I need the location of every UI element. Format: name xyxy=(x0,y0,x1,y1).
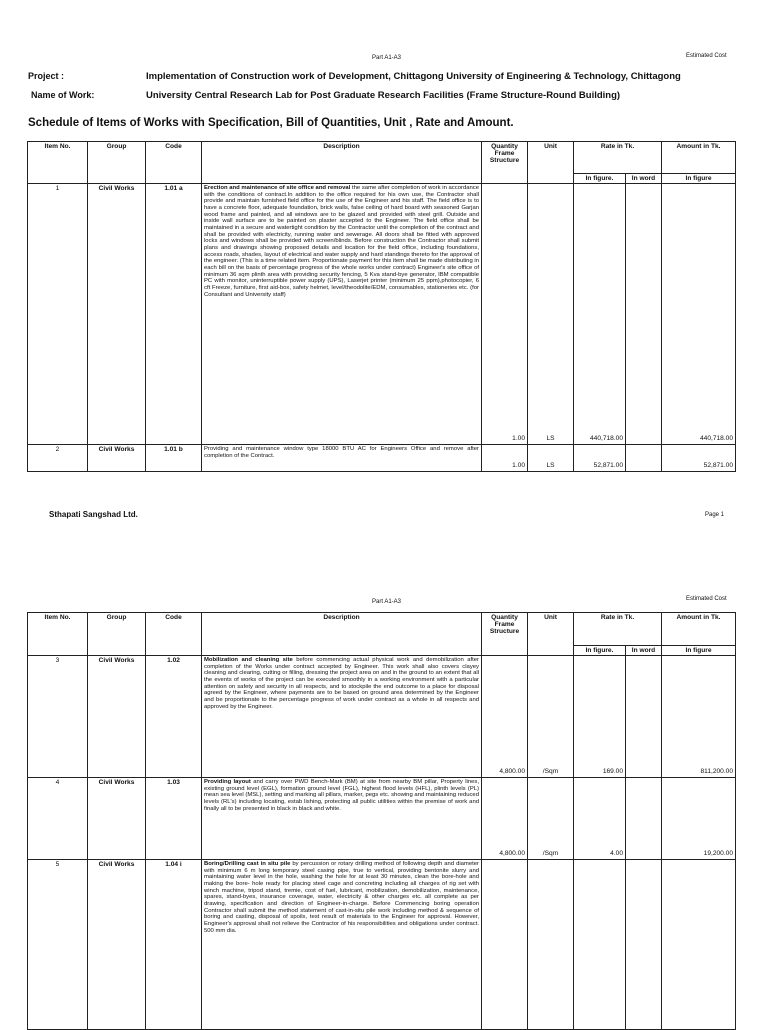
item-unit: LS xyxy=(528,184,574,445)
item-amount: 19,200.00 xyxy=(662,778,736,860)
col-code: Code xyxy=(146,142,202,184)
item-rate: 4.00 xyxy=(574,778,626,860)
item-rate-word xyxy=(626,184,662,445)
col-rate: Rate in Tk. xyxy=(574,142,662,174)
item-unit: /Sqm xyxy=(528,778,574,860)
item-quantity xyxy=(482,860,528,1030)
item-code: 1.02 xyxy=(146,656,202,778)
item-group: Civil Works xyxy=(88,778,146,860)
item-rate-word xyxy=(626,778,662,860)
item-quantity: 1.00 xyxy=(482,445,528,472)
item-rate: 169.00 xyxy=(574,656,626,778)
work-value: University Central Research Lab for Post Graduate Research Facilities (Frame Structure-Round Building) xyxy=(146,90,621,101)
page-number: Page 1 xyxy=(705,512,725,518)
item-code: 1.01 a xyxy=(146,184,202,445)
item-description xyxy=(202,656,482,778)
item-unit: LS xyxy=(528,445,574,472)
item-no: 2 xyxy=(28,445,88,472)
item-quantity: 1.00 xyxy=(482,184,528,445)
col-rate-in-figure: In figure. xyxy=(574,174,626,184)
table-row xyxy=(28,860,736,1030)
item-code: 1.01 b xyxy=(146,445,202,472)
col-item-no: Item No. xyxy=(28,613,88,656)
col-quantity: Quantity Frame Structure xyxy=(482,613,528,656)
col-rate: Rate in Tk. xyxy=(574,613,662,646)
item-no: 4 xyxy=(28,778,88,860)
item-code: 1.04 i xyxy=(146,860,202,1030)
item-group: Civil Works xyxy=(88,860,146,1030)
item-text: by percussion or rotary drilling method of following depth and diameter with minimum 6 m long temporary steel casing pipe, true to vertical, providing bentonite slurry and maintaining water level in the hole, washing the hole for at least 30 minutes, clean the bore-hole and making the bore- hole ready for placing steel cage and concreting including all charges of rig set with winch machine, tripod stand, tremie, cost of fuel, lubricant, mobilization, demobilization, maintenance, spares, stand-byes, insurance coverage, water, electricity & other charges etc. all complete as per drawing, specification and direction of Engineer-in-charge. Before Commencing boring operation Contractor shall submit the method statement of cast-in-situ pile work including method & sequence of boring and casting, disposal of spoils, test result of materials to the Engineer for approval. However, Engineer's approval shall not relieve the Contractor of his responsibilities and obligations under contract. 500 mm dia. xyxy=(204,861,479,934)
item-no: 3 xyxy=(28,656,88,778)
item-rate-word xyxy=(626,445,662,472)
table-row xyxy=(28,656,736,778)
col-group: Group xyxy=(88,142,146,184)
item-description xyxy=(202,860,482,1030)
col-description: Description xyxy=(202,613,482,656)
item-title: Erection and maintenance of site office and removal xyxy=(204,185,351,191)
item-rate-word xyxy=(626,656,662,778)
item-rate: 52,871.00 xyxy=(574,445,626,472)
project-value: Implementation of Construction work of Development, Chittagong University of Engineering & Technology, Chittagong xyxy=(146,71,681,82)
item-title: Mobilization and cleaning site xyxy=(204,657,293,663)
item-rate: 440,718.00 xyxy=(574,184,626,445)
col-unit: Unit xyxy=(528,613,574,656)
estimated-cost-label-page2: Estimated Cost xyxy=(686,596,727,602)
table-row xyxy=(28,184,736,445)
part-label: Part A1-A3 xyxy=(372,55,402,61)
col-rate-in-word: In word xyxy=(626,646,662,656)
boq-table-page1 xyxy=(27,141,736,472)
col-code: Code xyxy=(146,613,202,656)
schedule-title: Schedule of Items of Works with Specification, Bill of Quantities, Unit , Rate and Amount. xyxy=(28,117,514,129)
item-no: 1 xyxy=(28,184,88,445)
col-description: Description xyxy=(202,142,482,184)
item-description: Providing and maintenance window type 18000 BTU AC for Engineers Office and remove after completion of the Contract. xyxy=(202,445,482,472)
item-group: Civil Works xyxy=(88,445,146,472)
boq-table-page2 xyxy=(27,612,736,1030)
item-amount xyxy=(662,860,736,1030)
company-name: Sthapati Sangshad Ltd. xyxy=(49,510,138,519)
item-rate-word xyxy=(626,860,662,1030)
col-unit: Unit xyxy=(528,142,574,184)
item-quantity: 4,800.00 xyxy=(482,778,528,860)
table-row xyxy=(28,778,736,860)
item-unit: /Sqm xyxy=(528,656,574,778)
col-group: Group xyxy=(88,613,146,656)
estimated-cost-label: Estimated Cost xyxy=(686,53,727,59)
item-quantity: 4,800.00 xyxy=(482,656,528,778)
col-amount-in-figure: In figure xyxy=(662,646,736,656)
item-description xyxy=(202,778,482,860)
col-item-no: Item No. xyxy=(28,142,88,184)
work-label: Name of Work: xyxy=(31,90,95,100)
col-rate-in-word: In word xyxy=(626,174,662,184)
item-group: Civil Works xyxy=(88,184,146,445)
item-text: before commencing actual physical work and demobilization after completion of the Works under contract accepted by Engineer. This work shall also covers clayey cleaning and clearing, cutting or filling, dressing the project area on and in the ground to an extent that all the events of works of the project can be executed smoothly in a working environment with a particular attention on safety and security in all respects, and to stockpile the end outcome to a place for disposal agreed by the Engineer, where payments are to be based on ground area determined by the Engineer and be proportionate to the percentage progress of work under contract as a whole in all respects and approved by the Engineer. xyxy=(204,657,479,710)
item-text: the same after completion of work in accordance with the conditions of contract.In addition to the office required for his own use, the Contractor shall provide and maintain furnished field office for the use of the Engineer and his staff. The field office is to have a concrete floor, adequate foundation, brick walls, false ceiling of hard board with seasoned Garjan wood frame and painted, and all windows are to be glazed and provided with steel grill. Outside and inside wall surface are to be painted on plaster accepted to the Engineer. The field office shall be maintained in a secure and watertight condition by the Contractor until the completion of the contract and shall be provided with electricity, running water and sewerage. All doors shall be fitted with approved locks and windows shall be provided with screen/blinds. Before construction the Contractor shall submit plans and drawings showing proposed details and location for the field office, including foundations, access roads, shades, layout of electrical and water supply and hard standings thereto for the approval of the engineer. (This is a time related item. Proportionate payment for this item shall be made distributing in each bill on the basis of percentage progress of the whole works under contract) Engineer's site office of minimum 36 sqm plinth area with providing security fencing, 5 Kva stand-bye generator, IBM compatible PC with monitor, uninterruptible power supply (UPS), Laserjet printer (minimum 25 ppm),photocopier, 6 cft Freeze, furniture, first aid-box, safety helmet, level/theodolite/EDM, consumables, stationeries etc. (for Consultant and University staff) xyxy=(204,185,479,298)
item-unit xyxy=(528,860,574,1030)
col-quantity: Quantity Frame Structure xyxy=(482,142,528,184)
col-rate-in-figure: In figure. xyxy=(574,646,626,656)
table-row xyxy=(28,445,736,472)
item-description xyxy=(202,184,482,445)
part-label-page2: Part A1-A3 xyxy=(372,599,402,605)
item-group: Civil Works xyxy=(88,656,146,778)
item-amount: 52,871.00 xyxy=(662,445,736,472)
item-code: 1.03 xyxy=(146,778,202,860)
col-amount-in-figure: In figure xyxy=(662,174,736,184)
project-label: Project : xyxy=(28,71,65,81)
item-title: Boring/Drilling cast in situ pile xyxy=(204,861,291,867)
item-no: 5 xyxy=(28,860,88,1030)
item-amount: 440,718.00 xyxy=(662,184,736,445)
item-text: and carry over PWD Bench-Mark (BM) at site from nearby BM pillar, Property lines, existing ground level (EGL), formation ground level (FGL), highest flood levels (HFL), plinth levels (PL) mean sea level (MSL), setting and marking all pillars, marker, pegs etc. showing and maintaining reduced levels (RL's) including locating, estab lishing, protecting all public utilities within the premise of work and finally all to be presented in black in black and white. xyxy=(204,779,479,812)
item-title: Providing layout xyxy=(204,779,251,785)
item-amount: 811,200.00 xyxy=(662,656,736,778)
col-amount: Amount in Tk. xyxy=(662,142,736,174)
col-amount: Amount in Tk. xyxy=(662,613,736,646)
item-rate xyxy=(574,860,626,1030)
